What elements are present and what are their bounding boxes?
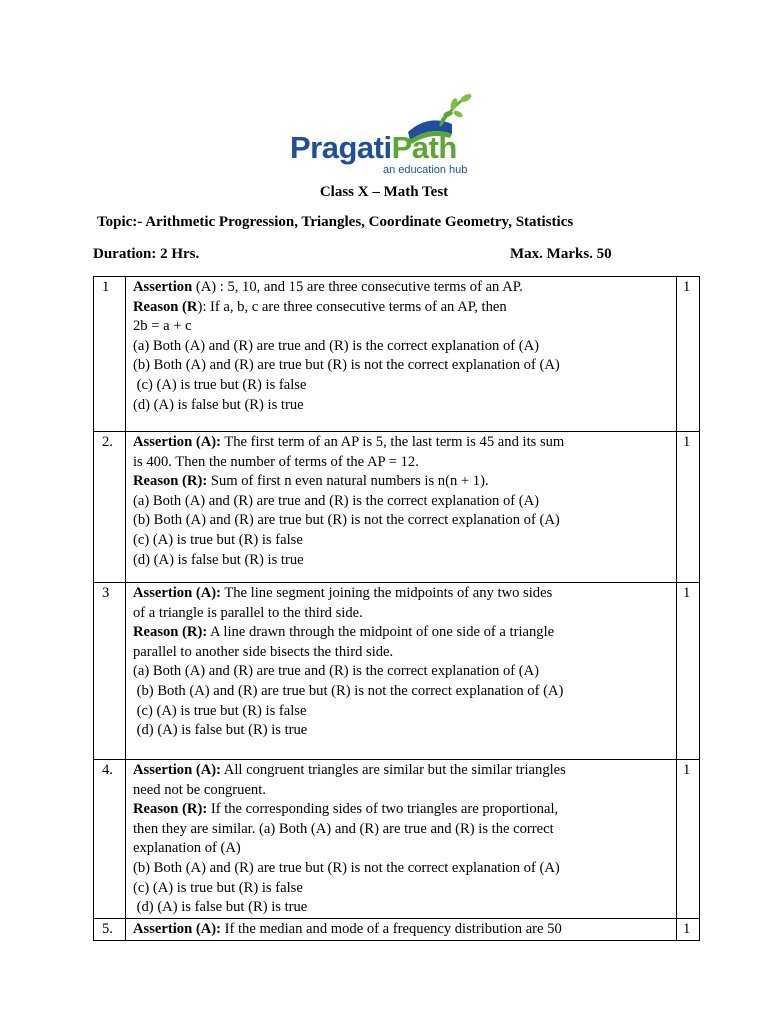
question-number: 4. <box>94 760 126 919</box>
questions-table <box>93 276 700 941</box>
line-text: (c) (A) is true but (R) is false <box>133 879 303 896</box>
question-marks: 1 <box>677 432 700 583</box>
question-line <box>133 433 672 453</box>
bold-label: Assertion (A): <box>133 762 221 778</box>
duration-label: Duration: 2 Hrs. <box>93 246 200 262</box>
question-line <box>133 643 672 663</box>
question-line <box>133 859 672 879</box>
question-line <box>133 356 672 376</box>
question-text <box>126 277 677 432</box>
max-marks-label: Max. Marks. 50 <box>510 246 612 262</box>
line-text: (a) Both (A) and (R) are true and (R) is the correct explanation of (A) <box>133 663 540 680</box>
question-marks: 1 <box>677 760 700 919</box>
line-text: (a) Both (A) and (R) are true and (R) is the correct explanation of (A) <box>133 492 540 509</box>
bold-label: Assertion (A): <box>133 585 221 601</box>
question-line <box>133 920 672 940</box>
question-line <box>133 317 672 337</box>
line-text: (c) (A) is true but (R) is false <box>133 702 307 719</box>
question-row <box>94 432 700 583</box>
bold-label: Assertion (A): <box>133 920 221 937</box>
svg-text:PragatiPath: PragatiPath <box>290 130 457 165</box>
question-text <box>126 432 677 583</box>
question-line <box>133 531 672 551</box>
line-text: need not be congruent. <box>133 781 266 798</box>
line-text: If the median and mode of a frequency distribution are 50 <box>220 920 562 937</box>
question-number: 1 <box>94 277 126 432</box>
line-text: (b) Both (A) and (R) are true but (R) is not the correct explanation of (A) <box>133 357 560 374</box>
line-text: parallel to another side bisects the third side. <box>133 643 394 660</box>
svg-text:an education hub: an education hub <box>383 164 468 176</box>
question-line <box>133 898 672 918</box>
question-line <box>133 839 672 859</box>
line-text: (d) (A) is false but (R) is true <box>133 551 304 568</box>
question-marks: 1 <box>677 918 700 940</box>
line-text: (b) Both (A) and (R) are true but (R) is not the correct explanation of (A) <box>133 859 560 876</box>
question-row <box>94 760 700 919</box>
line-text: (A) : 5, 10, and 15 are three consecutive terms of an AP. <box>192 279 523 295</box>
line-text: is 400. Then the number of terms of the AP = 12. <box>133 453 419 470</box>
line-text: 2b = a + c <box>133 318 192 335</box>
question-line <box>133 781 672 801</box>
question-line <box>133 396 672 416</box>
question-row <box>94 277 700 432</box>
question-marks: 1 <box>677 277 700 432</box>
question-line <box>133 761 672 781</box>
question-line <box>133 337 672 357</box>
line-text: (b) Both (A) and (R) are true but (R) is not the correct explanation of (A) <box>133 682 564 699</box>
line-text: (b) Both (A) and (R) are true but (R) is not the correct explanation of (A) <box>133 512 560 529</box>
question-text <box>126 918 677 940</box>
line-text: ): If a, b, c are three consecutive terms of an AP, then <box>197 298 507 315</box>
line-text: Sum of first n even natural numbers is n(n + 1). <box>207 473 489 490</box>
bold-label: Reason (R): <box>133 801 208 818</box>
line-text: of a triangle is parallel to the third side. <box>133 604 363 621</box>
question-line <box>133 376 672 396</box>
line-text: All congruent triangles are similar but the similar triangles <box>220 762 566 778</box>
question-text <box>126 583 677 760</box>
line-text: explanation of (A) <box>133 840 241 857</box>
line-text: The line segment joining the midpoints of any two sides <box>220 585 553 601</box>
line-text: (c) (A) is true but (R) is false <box>133 531 303 548</box>
line-text: (a) Both (A) and (R) are true and (R) is the correct explanation of (A) <box>133 337 540 354</box>
question-line <box>133 820 672 840</box>
line-text: (c) (A) is true but (R) is false <box>133 376 307 393</box>
question-number: 3 <box>94 583 126 760</box>
question-line <box>133 662 672 682</box>
question-line <box>133 492 672 512</box>
question-line <box>133 511 672 531</box>
bold-label: Reason (R <box>133 298 198 315</box>
question-row <box>94 918 700 940</box>
bold-label: Reason (R): <box>133 624 208 641</box>
question-line <box>133 721 672 741</box>
question-line <box>133 453 672 473</box>
question-line <box>133 879 672 899</box>
question-number: 2. <box>94 432 126 583</box>
question-line <box>133 702 672 722</box>
question-line <box>133 472 672 492</box>
question-line <box>133 298 672 318</box>
question-line <box>133 551 672 571</box>
line-text: The first term of an AP is 5, the last term is 45 and its sum <box>220 434 565 450</box>
pragatipath-logo <box>290 92 475 177</box>
line-text: then they are similar. (a) Both (A) and (R) are true and (R) is the correct <box>133 820 554 837</box>
question-line <box>133 623 672 643</box>
line-text: (d) (A) is false but (R) is true <box>133 396 304 413</box>
line-text: A line drawn through the midpoint of one side of a triangle <box>207 624 555 641</box>
line-text: (d) (A) is false but (R) is true <box>133 722 308 739</box>
test-title: Class X – Math Test <box>319 184 449 200</box>
question-marks: 1 <box>677 583 700 760</box>
bold-label: Assertion <box>133 279 193 295</box>
question-text <box>126 760 677 919</box>
line-text: If the corresponding sides of two triangles are proportional, <box>207 801 559 818</box>
question-line <box>133 682 672 702</box>
question-line <box>133 800 672 820</box>
question-line <box>133 604 672 624</box>
bold-label: Reason (R): <box>133 473 208 490</box>
line-text: (d) (A) is false but (R) is true <box>133 899 308 916</box>
leaf-book-icon <box>290 92 475 177</box>
bold-label: Assertion (A): <box>133 434 221 450</box>
question-number: 5. <box>94 918 126 940</box>
question-line <box>133 278 672 298</box>
question-line <box>133 584 672 604</box>
question-row <box>94 583 700 760</box>
topic-line: Topic:- Arithmetic Progression, Triangles, Coordinate Geometry, Statistics <box>97 214 574 230</box>
